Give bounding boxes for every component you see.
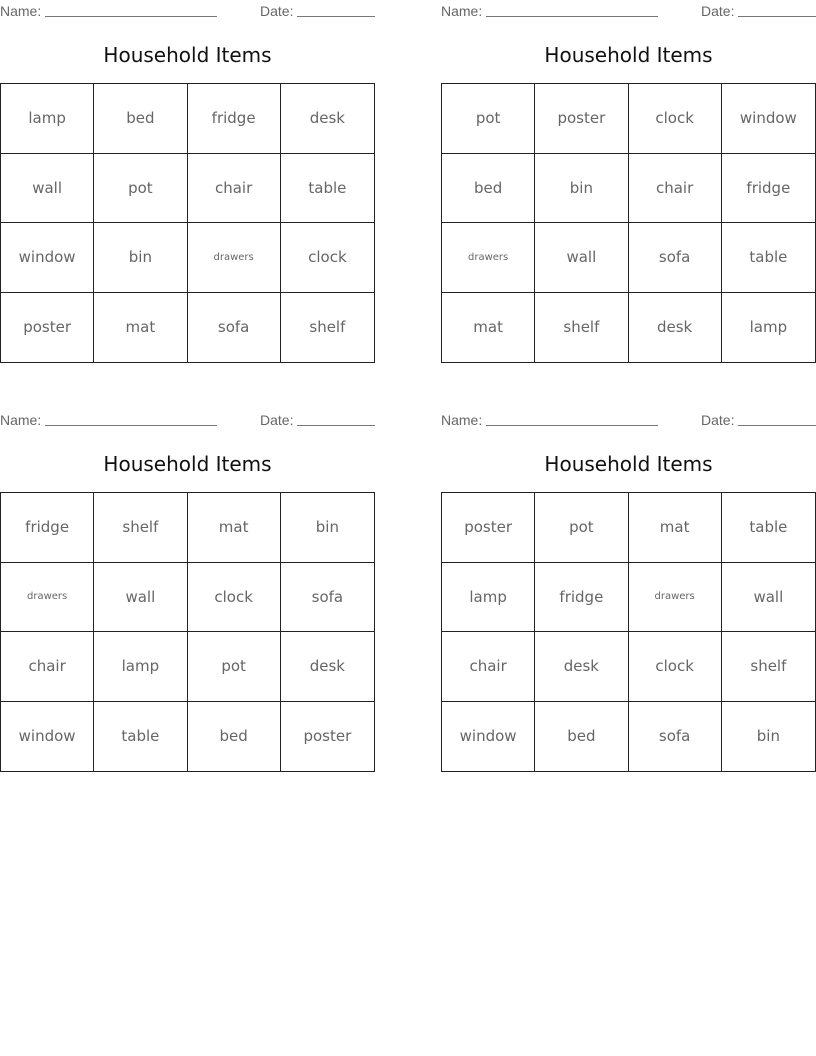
bingo-cell[interactable]: fridge — [535, 563, 628, 633]
bingo-cell[interactable]: clock — [629, 84, 722, 154]
card-title: Household Items — [544, 452, 713, 476]
bingo-cell[interactable]: drawers — [1, 563, 94, 633]
bingo-cell[interactable]: bed — [535, 702, 628, 772]
bingo-cell[interactable]: bin — [535, 154, 628, 224]
bingo-cell[interactable]: sofa — [188, 293, 281, 363]
bingo-cell[interactable]: bin — [281, 493, 374, 563]
name-blank-line[interactable] — [45, 16, 217, 17]
bingo-cell[interactable]: lamp — [1, 84, 94, 154]
name-label: Name: — [0, 412, 42, 428]
bingo-card — [0, 0, 375, 365]
bingo-cell[interactable]: sofa — [281, 563, 374, 633]
card-title: Household Items — [544, 43, 713, 67]
bingo-cell[interactable]: lamp — [749, 318, 788, 337]
card-title: Household Items — [103, 43, 272, 67]
bingo-cell[interactable]: desk — [629, 293, 722, 363]
bingo-cell[interactable]: mat — [629, 493, 722, 563]
name-blank-line[interactable] — [486, 16, 658, 17]
bingo-cell[interactable]: lamp — [442, 563, 535, 633]
bingo-cell[interactable]: window — [1, 223, 94, 293]
bingo-cell[interactable]: shelf — [94, 493, 187, 563]
bingo-cell[interactable]: drawers — [442, 223, 535, 293]
name-blank-line[interactable] — [486, 425, 658, 426]
bingo-cell[interactable]: bin — [94, 223, 187, 293]
bingo-cell[interactable]: mat — [188, 493, 281, 563]
bingo-cell[interactable]: clock — [281, 223, 374, 293]
bingo-cell[interactable]: poster — [303, 727, 352, 746]
name-label: Name: — [0, 3, 42, 19]
bingo-cell[interactable]: shelf — [309, 318, 346, 337]
bingo-cell[interactable]: poster — [442, 493, 535, 563]
name-label: Name: — [441, 412, 483, 428]
bingo-cell[interactable]: chair — [629, 154, 722, 224]
bingo-cell[interactable]: mat — [442, 293, 535, 363]
date-blank-line[interactable] — [738, 16, 816, 17]
bingo-cell[interactable]: bed — [442, 154, 535, 224]
bingo-cell[interactable]: desk — [535, 632, 628, 702]
bingo-cell[interactable]: fridge — [722, 154, 815, 224]
bingo-cell[interactable]: bed — [94, 84, 187, 154]
bingo-cell[interactable]: clock — [629, 632, 722, 702]
bingo-grid — [0, 83, 375, 363]
name-blank-line[interactable] — [45, 425, 217, 426]
bingo-cell[interactable]: chair — [1, 632, 94, 702]
bingo-cell[interactable]: poster — [535, 84, 628, 154]
bingo-cell[interactable]: poster — [1, 293, 94, 363]
bingo-cell[interactable]: table — [722, 223, 815, 293]
bingo-cell[interactable]: shelf — [722, 632, 815, 702]
bingo-cell[interactable]: pot — [535, 493, 628, 563]
date-label: Date: — [260, 412, 294, 428]
bingo-cell[interactable]: pot — [442, 84, 535, 154]
bingo-cell[interactable]: table — [281, 154, 374, 224]
bingo-grid — [441, 83, 816, 363]
bingo-cell[interactable]: chair — [188, 154, 281, 224]
bingo-cell[interactable]: pot — [94, 154, 187, 224]
bingo-cell[interactable]: desk — [281, 84, 374, 154]
bingo-card — [0, 409, 375, 774]
bingo-cell[interactable]: sofa — [629, 702, 722, 772]
bingo-cell[interactable]: pot — [188, 632, 281, 702]
bingo-cell[interactable]: desk — [281, 632, 374, 702]
bingo-cell[interactable]: fridge — [188, 84, 281, 154]
name-date-header — [0, 3, 375, 19]
bingo-cell[interactable]: table — [94, 702, 187, 772]
bingo-cell[interactable]: drawers — [629, 563, 722, 633]
card-title: Household Items — [103, 452, 272, 476]
bingo-cell[interactable]: sofa — [629, 223, 722, 293]
bingo-cell[interactable]: wall — [722, 563, 815, 633]
bingo-cell[interactable]: wall — [94, 563, 187, 633]
bingo-cell[interactable]: window — [1, 702, 94, 772]
bingo-card — [441, 409, 816, 774]
bingo-cell[interactable]: lamp — [94, 632, 187, 702]
bingo-cell[interactable]: window — [722, 84, 815, 154]
name-date-header — [0, 412, 375, 428]
date-blank-line[interactable] — [738, 425, 816, 426]
name-date-header — [441, 3, 816, 19]
bingo-cell[interactable]: bin — [756, 727, 780, 746]
bingo-cell[interactable]: fridge — [1, 493, 94, 563]
bingo-cell[interactable]: table — [722, 493, 815, 563]
name-date-header — [441, 412, 816, 428]
bingo-cell[interactable]: drawers — [188, 223, 281, 293]
bingo-cell[interactable]: window — [442, 702, 535, 772]
bingo-grid — [0, 492, 375, 772]
name-label: Name: — [441, 3, 483, 19]
bingo-cell[interactable]: bed — [188, 702, 281, 772]
bingo-cell[interactable]: mat — [94, 293, 187, 363]
bingo-cell[interactable]: shelf — [535, 293, 628, 363]
bingo-card — [441, 0, 816, 365]
bingo-cell[interactable]: wall — [1, 154, 94, 224]
date-label: Date: — [701, 3, 735, 19]
date-label: Date: — [701, 412, 735, 428]
bingo-grid — [441, 492, 816, 772]
bingo-cell[interactable]: chair — [442, 632, 535, 702]
bingo-cell[interactable]: clock — [188, 563, 281, 633]
date-blank-line[interactable] — [297, 16, 375, 17]
date-label: Date: — [260, 3, 294, 19]
bingo-cell[interactable]: wall — [535, 223, 628, 293]
date-blank-line[interactable] — [297, 425, 375, 426]
